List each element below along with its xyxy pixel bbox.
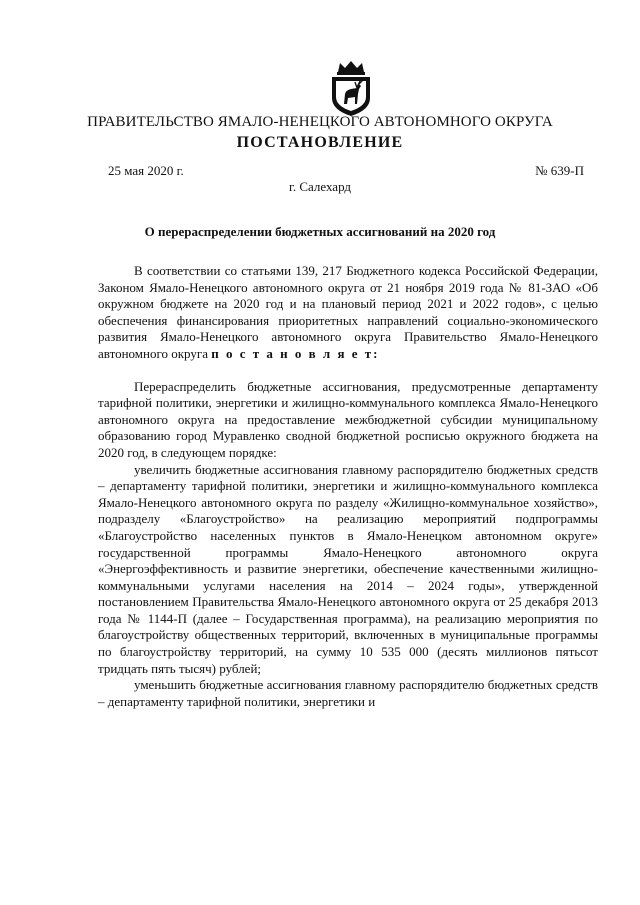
body-paragraph: увеличить бюджетные ассигнования главному распорядителю бюджетных средств – департаменту тарифной политики, энергетики и жилищно-коммунального комплекса Ямало-Ненецкого автономного округа по разделу «Жилищно-коммунальное хозяйство», подразделу «Благоустройство» на реализацию мероприятий подпрограммы «Благоустройство населенных пунктов в Ямало-Ненецком автономном округе» государственной программы Ямало-Ненецкого автономного округа «Энергоэффективность и развитие энергетики, обеспечение качественными жилищно-коммунальными услугами населения на 2014 – 2024 годы», утвержденной постановлением Правительства Ямало-Ненецкого автономного округа от 25 декабря 2013 года № 1144-П (далее – Государственная программа), на реализацию мероприятия по благоустройству общественных территорий, включенных в муниципальные программы по благоустройству территорий, на сумму 10 535 000 (десять миллионов пятьсот тридцать пять тысяч) рублей; [98, 461, 598, 676]
organization-name: ПРАВИТЕЛЬСТВО ЯМАЛО-НЕНЕЦКОГО АВТОНОМНОГО ОКРУГА [87, 114, 553, 130]
body-paragraph: Перераспределить бюджетные ассигнования, предусмотренные департаменту тарифной политики, энергетики и жилищно-коммунального комплекса Ямало-Ненецкого автономного округа на предоставление межбюджетной субсидии муниципальному образованию город Муравленко сводной бюджетной росписью окружного бюджета на 2020 год, в следующем порядке: [98, 378, 598, 460]
preamble-paragraph [98, 263, 598, 363]
document-type: ПОСТАНОВЛЕНИЕ [236, 134, 404, 151]
preamble-text: В соответствии со статьями 139, 217 Бюджетного кодекса Российской Федерации, Законом Ямало-Ненецкого автономного округа от 21 ноября 2019 года № 81-ЗАО «Об окружном бюджете на 2020 год и на плановый период 2021 и 2022 годов», с целью обеспечения финансирования приоритетных направлений социально-экономического развития Ямало-Ненецкого автономного округа Правительство Ямало-Ненецкого автономного округа [98, 263, 598, 361]
document-city: г. Салехард [288, 179, 352, 194]
document-date: 25 мая 2020 г. [108, 163, 184, 178]
decree-word: п о с т а н о в л я е т: [211, 345, 380, 361]
document-body [98, 263, 598, 710]
body-paragraph: уменьшить бюджетные ассигнования главному распорядителю бюджетных средств – департаменту тарифной политики, энергетики и [98, 677, 598, 709]
coat-of-arms-icon [326, 58, 376, 118]
document-subject: О перераспределении бюджетных ассигнований на 2020 год [144, 224, 496, 239]
document-number: № 639-П [535, 163, 584, 178]
